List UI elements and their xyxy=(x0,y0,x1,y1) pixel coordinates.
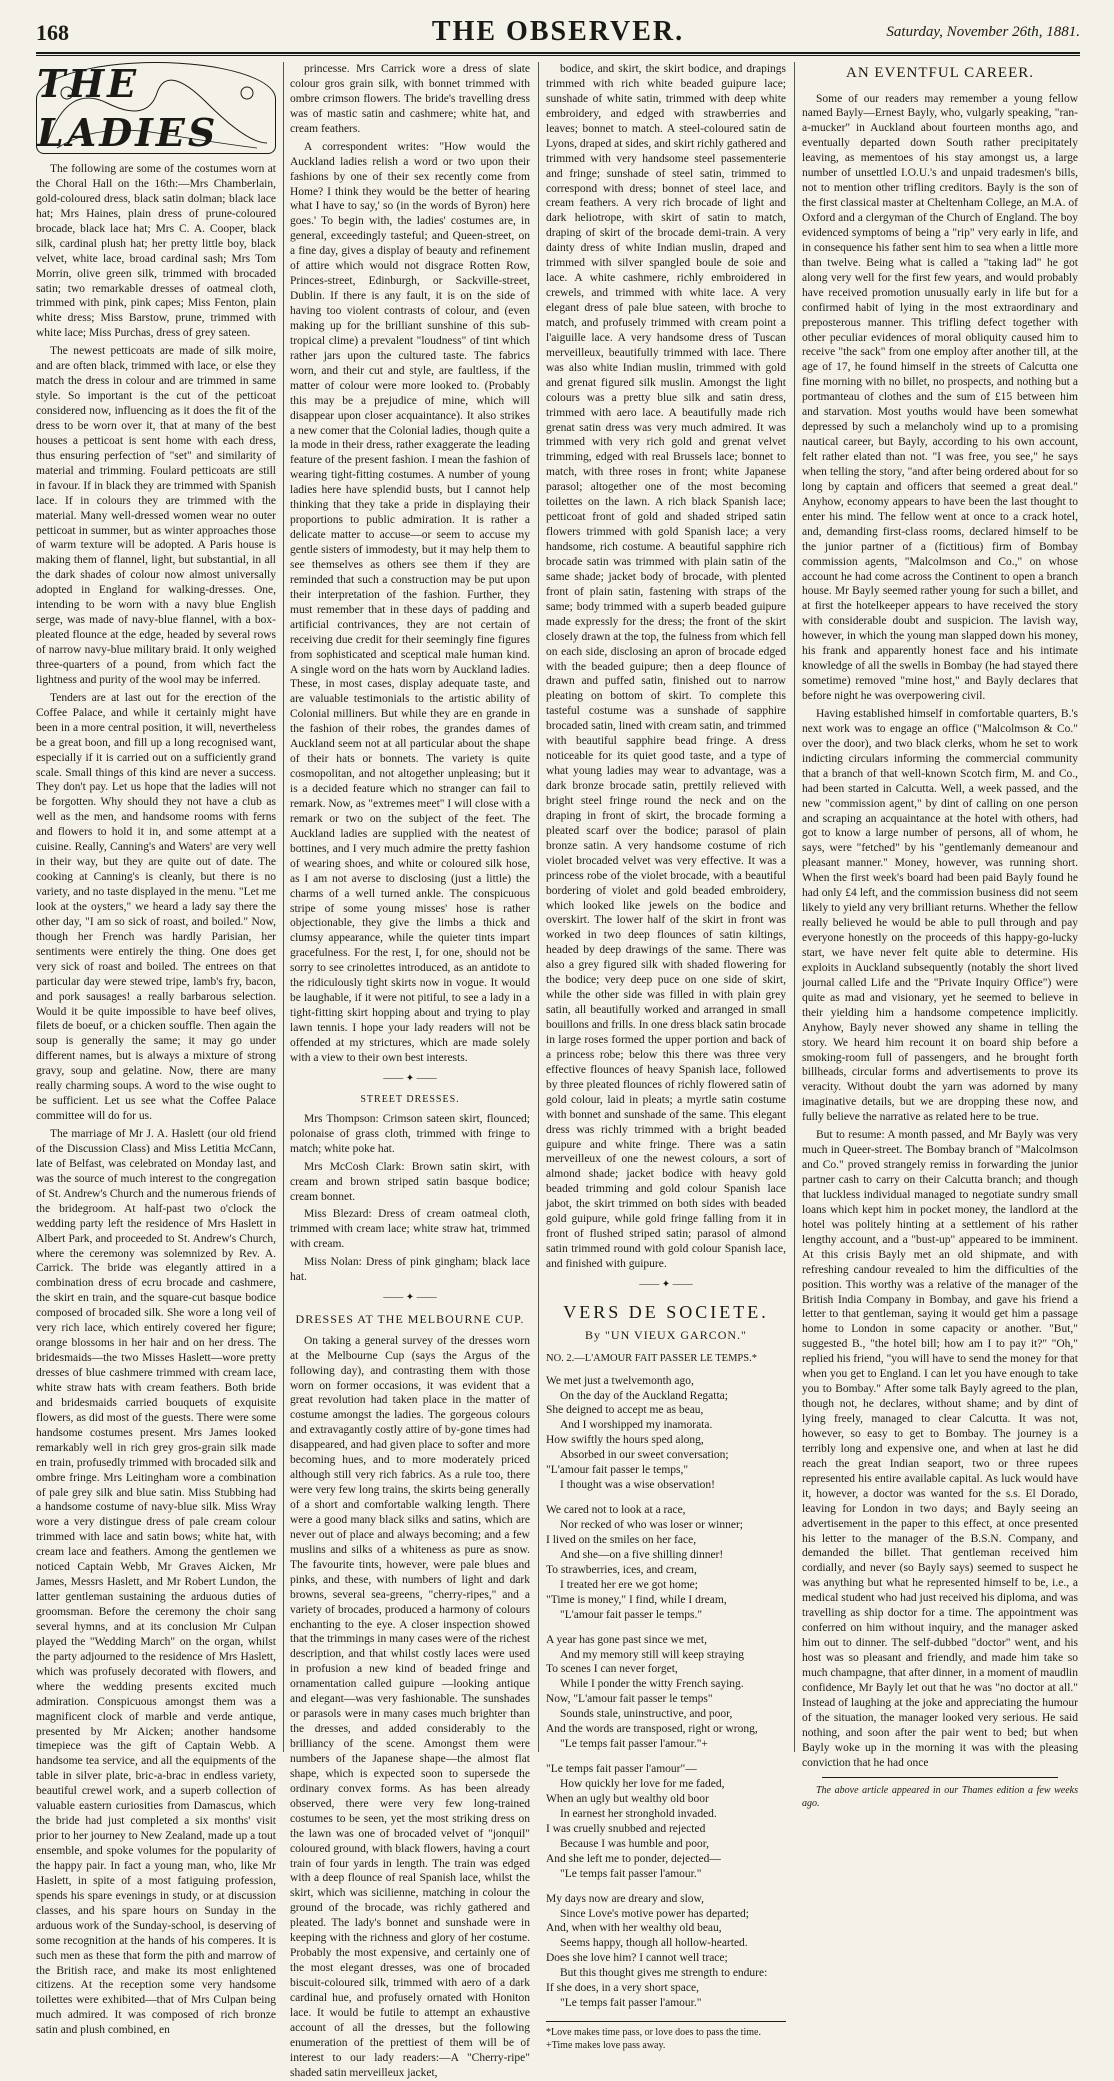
column-divider xyxy=(794,62,795,1752)
poem-line: Now, "L'amour fait passer le temps" xyxy=(546,1693,713,1706)
poem-title: VERS DE SOCIETE. xyxy=(563,1301,769,1322)
poem-line: Nor recked of who was loser or winner; xyxy=(560,1519,743,1531)
poem-line: While I ponder the witty French saying. xyxy=(560,1678,744,1691)
stanza xyxy=(546,1762,786,1882)
masthead-bar xyxy=(36,6,1080,54)
poem-line: Since Love's motive power has departed; xyxy=(560,1907,749,1920)
editorial-note: The above article appeared in our Thames edition a few weeks ago. xyxy=(802,1784,1078,1809)
stanza xyxy=(546,1374,786,1494)
paragraph: The newest petticoats are made of silk moire, and are often black, trimmed with lace, or else they match the dress in colour and are trimmed in same style. So important is the cut of the petticoat considered now, influencing as it does the fit of the dress to be worn over it, that at many of the best houses a petticoat is sent home with each dress, thus ensuring perfection of "set" and similarity of material and trimming. Foulard petticoats are still in favour. If in black they are trimmed with Spanish lace. If in colours they are trimmed with the material. Many well-dressed women wear no outer petticoat in summer, but as winter approaches those of warm texture will be adopted. A Paris house is making them of flannel, light, but substantial, in all the dark shades of colour now almost universally adopted in England for walking-dresses. One, intending to be worn with a navy blue English serge, was made of navy-blue flannel, with a box-pleated flounce at the edge, headed by several rows of narrow navy-blue military braid. It only weighed three-quarters of a pound, from which fact the lightness and purity of the wool may be inferred. xyxy=(36,345,276,686)
poem-subtitle: NO. 2.—L'AMOUR FAIT PASSER LE TEMPS.* xyxy=(546,1352,757,1364)
column-divider xyxy=(538,62,539,1752)
poem-line: "Le temps fait passer l'amour." xyxy=(560,1997,702,2010)
ornament-divider-icon: —— ✦ —— xyxy=(383,1072,437,1084)
poem-line: On the day of the Auckland Regatta; xyxy=(560,1389,728,1402)
ornament-icon xyxy=(37,63,277,153)
poem-line: And she left me to ponder, dejected— xyxy=(546,1852,721,1865)
poem-line: And the words are transposed, right or wrong, xyxy=(546,1723,758,1736)
poem-line: We met just a twelvemonth ago, xyxy=(546,1374,694,1387)
poem-line: To strawberries, ices, and cream, xyxy=(546,1563,697,1576)
paragraph: bodice, and skirt, the skirt bodice, and drapings trimmed with rich white beaded guipure lace; sunshade of white satin, trimmed with deep white embroidery, and edged with strawberries and leaves; bonnet to match. A steel-coloured satin de Lyons, draped at sides, and skirt richly gathered and trimmed with very handsome steel passementerie and fringe; sunshade of steel satin, trimmed to correspond with dress; bonnet of steel lace, and cream feathers. A very rich brocade of light and dark heliotrope, with skirt of satin to match, draping of skirt of the brocade demi-train. A very dainty dress of white Indian muslin, draped and trimmed with silver spangled boule de soie and lace. A white cashmere, richly embroidered in crewels, and trimmed with white lace. A very elegant dress of pale blue sateen, with broche to match, and profusely trimmed with cream point a l'aiguille lace. A very handsome dress of Tuscan merveilleux, beautifully trimmed with lace. There was also white Indian muslin, trimmed with gold and grenat figured silk muslin. Amongst the light colours was a pretty blue silk and satin dress, trimmed with aero lace. A beautifully made rich grenat satin dress was very much admired. It was trimmed with very rich gold and grenat velvet trimming, edged with real Brussels lace; bonnet to match, with three roses in front; white Japanese parasol; altogether one of the most becoming toilettes on the lawn. A rich black Spanish lace; petticoat front of gold and shaded striped satin flowers trimmed with gold Spanish lace; a very handsome, rich costume. A beautiful sapphire rich brocade satin was trimmed with plain satin of the same shade; jacket body of brocade, with plented front of plain satin, fastening with straps of the same; body trimmed with a superb beaded guipure made expressly for the dress; the front of the skirt closely drawn at the top, the fulness from which fell on each side, disclosing an apron of brocade edged with the beaded guipure; then a deep flounce of drawn and puffed satin, finished out to narrow pleating on bottom of skirt. To complete this tasteful costume was a sunshade of sapphire brocaded satin, lined with cream satin, and trimmed with beautiful sapphire bead fringe. A dress noticeable for its quiet good taste, and a type of what young ladies may wear to advantage, was a dark bronze brocade satin, prettily relieved with bright steel fringe round the neck and on the draping in front of skirt, the brocade forming a pleated scarf over the bodice; parasol of plain bronze satin. A very handsome costume of rich violet brocaded velvet was very effective. It was a princess robe of the violet brocade, with a beautiful bordering of violet and gold beaded embroidery, which looked like jewels on the bodice and overskirt. The lower half of the skirt in front was worked in two deep flounces of satin kiltings, headed by deep drawings of the same. There was also a grey figured silk with shaded flowering for the bodice; very deep puce on one side of skirt, while the other side was filled in with plain grey satin, all beautifully worked and arranged in small bouillons and frills. In one dress black satin brocade in large roses formed the upper portion and back of a princess robe; below this there was three very effective flounces of heavy Spanish lace, followed by three pleated flounces of richly flowered satin of gold colour, laid in pleats; a myrtle satin costume with bonnet and sunshade of the same. This elegant dress was richly trimmed with a bright beaded guipure and white fringe. There was a satin merveilleux of one the newest colours, a sort of almond shade; jacket bodice with heavy gold beaded trimming and gold colour Spanish lace jabot, the skirt trimmed on both sides with beaded gold guipure, while gold fringe falling from it in front of flushed striped satin; parasol of almond satin trimmed round with gold colour Spanish lace, and finished with guipure. xyxy=(546,63,786,1270)
poem-line: How quickly her love for me faded, xyxy=(560,1778,725,1790)
poem-line: But this thought gives me strength to endure: xyxy=(560,1967,768,1980)
poem-line: Does she love him? I cannot well trace; xyxy=(546,1952,728,1965)
poem-line: "Time is money," I find, while I dream, xyxy=(546,1593,727,1606)
poem-line: My days now are dreary and slow, xyxy=(546,1892,704,1905)
poem-line: Seems happy, though all hollow-hearted. xyxy=(560,1937,748,1950)
poem-line: How swiftly the hours sped along, xyxy=(546,1434,704,1447)
header-rule xyxy=(36,55,1080,56)
divider xyxy=(822,1777,1058,1778)
stanza xyxy=(546,1892,786,2012)
column-eventful-career xyxy=(802,62,1078,1809)
poem-line: When an ugly but wealthy old boor xyxy=(546,1792,709,1805)
poem-line: A year has gone past since we met, xyxy=(546,1633,707,1646)
paragraph: Mrs McCosh Clark: Brown satin skirt, with cream and brown striped satin basque bodice; cream bonnet. xyxy=(290,1160,530,1203)
newspaper-title: THE OBSERVER. xyxy=(431,16,685,47)
poem-line: And my memory still will keep straying xyxy=(560,1648,744,1661)
poem-line: I treated her ere we got home; xyxy=(560,1578,698,1591)
poem-line: I was cruelly snubbed and rejected xyxy=(546,1822,706,1835)
paragraph: Miss Nolan: Dress of pink gingham; black lace hat. xyxy=(290,1256,530,1284)
ornament-divider-icon: —— ✦ —— xyxy=(383,1292,437,1304)
poem-line: "L'amour fait passer le temps," xyxy=(546,1464,689,1477)
footnote: *Love makes time pass, or love does to pass the time. xyxy=(546,2027,761,2039)
poem-line: I thought was a wise observation! xyxy=(560,1479,715,1492)
paragraph: Tenders are at last out for the erection of the Coffee Palace, and while it certainly might have been in a more central position, it will, nevertheless be a great boon, and fill up a long recognised want, especially if it is carried out on a sufficiently grand scale. Small things of this kind are never a success. They don't pay. Let us hope that the ladies will not be forgotten. Why should they not have a club as well as the men, and handsome rooms with ferns and flowers to hold it in, and some attempt at a cuisine. Really, Canning's and Waters' are very well in their way, but they are quite out of date. The cooking at Canning's is cleanly, but there is no variety, and no taste displayed in the menu. "Let me look at the oysters," we heard a lady say there the other day, "I am so sick of roast, and boiled." Now, though her French was hardly Parisian, her sentiments were entirely the thing. One does get very sick of roast and boiled. The entrees on that particular day were stewed tripe, lamb's fry, bacon, and pork sausages! a really barbarous selection. Would it be quite impossible to have beef olives, filets de boeuf, or a chicken souffle. Then again the soup is generally the same; it may go under different names, but is always a mixture of strong gravy, soup and gelatine. Now, there are many really charming soups. A word to the wise ought to be sufficient. Let us see what the Coffee Palace committee will do for us. xyxy=(36,691,276,1123)
poem-line: "Le temps fait passer l'amour." xyxy=(560,1867,702,1880)
ladies-logo xyxy=(36,62,276,154)
poem-line: "Le temps fait passer l'amour."+ xyxy=(560,1738,708,1751)
footnotes xyxy=(546,2021,786,2052)
paragraph: Some of our readers may remember a young fellow named Bayly—Ernest Bayly, who, vulgarly speaking, "ran-a-mucker" in Auckland about fourteen months ago, and eventually departed down South rather precipitately leaving, as mementoes of his stay amongst us, a large number of unsettled I.O.U.'s and unpaid tradesmen's bills, not to mention other trifling creditors. Bayly is the son of the first classical master at Cheltenham College, an M.A. of Oxford and a clergyman of the Church of England. The boy evidenced symptoms of being a "rip" very early in life, and in consequence his father sent him to sea when a little more than twelve. Being what is called a "taking lad" he got along very well for the first few years, and would probably have received promotion unusually early in life but for a confirmed habit of lying in the most extraordinary and preposterous manner. This trifling defect together with other peculiar evidences of moral obliquity caused him to receive "the sack" from one employ after another till, at the age of 17, he found himself in the streets of Calcutta one fine morning with no billet, no prospects, and nothing but a portmanteau of clothes and the sum of £15 between him and starvation. Most youths would have been somewhat depressed by such a melancholy wind up to a promising nautical career, but Bayly, according to his own account, felt rather elated than not. "I was free, you see," he says when telling the story, "and after being ordered about for so long by captain and officers that seemed a great deal." Anyhow, economy appears to have been the last thought to enter his mind. The fellow went at once to a crack hotel, and, demanding first-class rooms, declared himself to be the junior partner of a (fictitious) firm of Bombay commission agents, "Malcolmson and Co.," on whose account he had come across the Continent to open a branch house. Mr Bayly seemed rather young for such a billet, and at first the hotelkeeper appears to have received the story with considerable doubt and suspicion. The lavish way, however, in which the young man slapped down his money, his frank and apparently honest face and his intimate knowledge of all the swells in Bombay (he had stayed there sometime) removed "mine host," and Bayly declares that before night he was overpowering civil. xyxy=(802,92,1078,702)
ornament-divider-icon: —— ✦ —— xyxy=(639,1278,693,1290)
stanza xyxy=(546,1633,786,1753)
ladies-logo-text: THE LADIES xyxy=(37,60,219,155)
article-title: AN EVENTFUL CAREER. xyxy=(845,65,1035,81)
poem-line: To scenes I can never forget, xyxy=(546,1663,678,1676)
poem-line: If she does, in a very short space, xyxy=(546,1982,699,1995)
poem-line: And she—on a five shilling dinner! xyxy=(560,1548,724,1561)
column-divider xyxy=(283,62,284,1752)
poem-line: Because I was humble and poor, xyxy=(560,1837,709,1850)
paragraph: On taking a general survey of the dresses worn at the Melbourne Cup (says the Argus of the following day), and contrasting them with those worn on former occasions, it was evident that a great revolution had taken place in the matter of costume amongst the ladies. The gorgeous colours and extravagantly costly attire of by-gone times had disappeared, and had given place to softer and more becoming hues, and to more moderately priced although still very rich fabrics. As a rule too, there were very few long trains, the skirts being generally of a short and comfortable walking length. There were a good many black silks and satins, which are never out of place and always becoming; and a few muslins and silks of a whiteness as pure as snow. The favourite tints, however, were pale blues and pinks, and these, with numbers of light and dark browns, several sea-greens, "cherry-ripes," and a variety of brocades, produced a harmony of colours enchanting to the eye. A closer inspection showed that the trimmings in many cases were of the richest description, and that whilst costly laces were used in profusion a new kind of beaded fringe and ornamentation called guipure —looking antique and elegant—was very fashionable. The sunshades or parasols were in many cases much brighter than the dresses, and added considerably to the brilliancy of the scene. Amongst them were numbers of the Japanese shape—the almost flat shape, which is expected soon to supersede the ordinary convex forms. As has been already observed, there were very few long-trained costumes to be seen, yet the most striking dress on the lawn was one of brocaded velvet of "jonquil" coloured ground, with black flowers, having a court train of four yards in length. The train was edged with a deep flounce of real Spanish lace, whilst the skirt, which was sicilienne, matching in colour the ground of the brocade, was richly gathered and pleated. The lady's bonnet and sunshade were in keeping with the richness and glory of her costume. Probably the most expensive, and certainly one of the most elegant dresses, was one of brocaded biscuit-coloured silk, trimmed with aero of a dark cardinal hue, and profusely ornated with Honiton lace. It would be futile to attempt an exhaustive account of all the dresses, but the following enumeration of the prettiest of them will be of interest to our lady readers:—A "Cherry-ripe" shaded satin merveilleux jacket, xyxy=(290,1334,530,2079)
column-ladies xyxy=(36,60,276,2037)
column-fashion xyxy=(290,62,530,2079)
poem-line: She deigned to accept me as beau, xyxy=(546,1404,704,1417)
poem-line: "L'amour fait passer le temps." xyxy=(560,1608,703,1621)
melbourne-cup-heading: DRESSES AT THE MELBOURNE CUP. xyxy=(295,1312,525,1327)
poem-author: By "UN VIEUX GARCON." xyxy=(585,1328,747,1343)
paragraph: But to resume: A month passed, and Mr Bayly was very much in Queer-street. The Bombay branch of "Malcolmson and Co." proved strangely remiss in forwarding the junior partner cash to carry on their Calcutta branch; and though that luckless individual managed to negotiate sundry small loans which kept him in pocket money, the landlord at the hotel was politely hinting at a settlement of his rather lengthy account, and a "bust-up" appeared to be imminent. At this crisis Bayly met an old shipmate, and with refreshing candour revealed to him the difficulties of the position. This worthy was a relative of the manager of the British India Company in Bombay, and gave his friend a letter to that gentleman, saying it would get him a passage home to London in some capacity or another. "But," suggested B., "the hotel bill; how am I to pay it?" "Oh," replied his friend, "you will have to send the money for that when you get to England. I can let you have enough to take you to Bombay." After some talk Bayly agreed to the plan, though not, he declares, without shame; and by dint of lying freely, managed to clear Calcutta. It was not, however, so easy to get to Bombay. The journey is a terribly long and expensive one, and when at last he did reach the great Indian seaport, two or three rupees represented his entire available capital. As luck would have it, however, a doctor was wanted for the s.s. El Dorado, leaving for London in two days; and Bayly seeing an advertisement in the paper to this effect, at once presented his letter to the manager of the B.S.N. Company, and demanded the billet. That gentleman received him cordially, and never (so Bayly says) seemed to suspect he was anything but what he represented himself to be, i.e., a medical student who had just received his diploma, and was travelling as ship doctor for a time. The appointment was conferred on him without inquiry, and the manager asked him out to dinner. The self-dubbed "doctor" went, and his host was so pleasant and friendly, and made him take so much champagne, that after dinner, in a moment of maudlin confidence, Mr Bayly let out that he was "no doctor at all." Instead of laughing at the joke and appreciating the humour of the situation, the manager looked very serious. He said nothing, and soon after the pair went to bed; but when Bayly woke up in the morning it was with the pleasing conviction that he had once xyxy=(802,1129,1078,1769)
poem-line: And I worshipped my inamorata. xyxy=(560,1419,713,1432)
poem-line: Sounds stale, uninstructive, and poor, xyxy=(560,1708,733,1721)
paragraph: princesse. Mrs Carrick wore a dress of slate colour gros grain silk, with bonnet trimmed with ombre crimson flowers. The bride's travelling dress was of mastic satin and cashmere; white hat, and cream feathers. xyxy=(290,63,530,135)
poem-line: We cared not to look at a race, xyxy=(546,1504,686,1517)
poem-line: "Le temps fait passer l'amour"— xyxy=(546,1763,697,1776)
poem-line: I lived on the smiles on her face, xyxy=(546,1533,697,1546)
issue-date: Saturday, November 26th, 1881. xyxy=(886,24,1080,40)
paragraph: The marriage of Mr J. A. Haslett (our old friend of the Discussion Class) and Miss Letitia McCann, late of Belfast, was celebrated on Monday last, and was the source of much interest to the congregation of St. Andrew's Church and the numerous friends of the bridegroom. At half-past two o'clock the wedding party left the residence of Mrs Haslett in Albert Park, and proceeded to St. Andrew's Church, where the ceremony was solemnized by Rev. A. Carrick. The bride was elegantly attired in a combination dress of ecru brocade and cashmere, the skirt en train, and the square-cut basque bodice composed of brocaded silk. She wore a long veil of very rich lace, which entirely covered her figure; orange blossoms in her hair and on her dress. The bridesmaids—the two Misses Haslett—wore pretty dresses of blue cashmere trimmed with cream lace, white straw hats with cream feathers. Both bride and bridesmaids carried bouquets of exquisite flowers, as did most of the guests. There were some handsome costumes present. Mrs James looked remarkably well in rich grey gros-grain silk made en train, profusedly trimmed with brocaded silk and ombre fringe. Mrs Leitingham wore a combination of pale grey silk and blue satin. Miss Stubbing had a handsome costume of navy-blue silk. Miss Wray wore a very distingue dress of pale cream colour trimmed with lace and satin bows; white hat, with cream lace and feathers. Among the gentlemen we noticed Captain Webb, Mr Graves Aicken, Mr James, Messrs Haslett, and Mr Robert Lundon, the latter gentleman sustaining the arduous duties of groomsman. Before the ceremony the choir sang several hymns, and at its conclusion Mr Culpan played the "Wedding March" on the organ, whilst the party adjourned to the residence of Mrs Haslett, which was profusely decorated with flowers, and where the wedding presents excited much admiration. Conspicuous amongst them was a magnificent clock of marble and verde antique, presented by Mr Aicken; another handsome timepiece was the gift of Captain Webb. A handsome tea service, and all the equipments of the table in silver plate, bric-a-brac in endless variety, beautiful crewel work, and a superb collection of valuable eastern curiosities from Damascus, which the bride had just completed a six months' visit prior to her journey to New Zealand, made up a tout ensemble, and spoke volumes for the popularity of the happy pair. In fact a young man, who, like Mr Haslett, in spite of a most fatiguing profession, spends his spare evenings in study, or at discussion classes, and his spare hours on Sunday in the arduous work of the Sunday-school, is deserving of some recognition at the hands of his comperes. It is such men as these that form the pith and marrow of the British race, and make its most enlightened citizens. At the reception some very handsome toilettes were exhibited—that of Mrs Culpan being much admired. It was composed of rich bronze satin and plush combined, en xyxy=(36,1128,276,2037)
paragraph: A correspondent writes: "How would the Auckland ladies relish a word or two upon their fashions by one of their sex recently come from Home? I think they would be the better of hearing what I have to say,' so (in the words of Byron) here goes.' To begin with, the ladies' costumes are, in general, exceedingly tasteful; and Queen-street, on a fine day, gives a display of beauty and refinement of attire which would not disgrace Rotten Row, Princes-street, Edinburgh, or Sackville-street, Dublin. If there is any fault, it is on the side of having too violent contrasts of colour, and (even making up for the brilliant sunshine of this sub-tropical clime) a prevalent "loudness" of tint which rather jars upon the cultured taste. The fabrics worn, and their cut and style, are faultless, if the matter of colour were more looked to. (Probably this may be a prejudice of mine, which will disappear upon closer acquaintance). It also strikes a new comer that the Colonial ladies, though quite a la mode in their dress, rather exaggerate the leading feature of the present fashion. I mean the fashion of wearing tight-fitting costumes. A number of young ladies here have splendid busts, but I cannot help thinking that they take a pride in displaying their proportions to public admiration. It is rather a delicate matter to accuse—or seem to accuse my gentle sisters of immodesty, but it may help them to see themselves as others see them if they are reminded that such a construction may be put upon their interpretation of the fashion. Further, they must remember that in these days of padding and artificial contrivances, they are not certain of receiving due credit for their seemingly fine figures from sophisticated and sceptical male human kind. A single word on the hats worn by Auckland ladies. These, in most cases, display adequate taste, and are valuable testimonials to the artistic ability of Colonial milliners. But while they are en grande in the fashion of their robes, the grandes dames of Auckland seem not at all particular about the shape of their hats or bonnets. The variety is quite cosmopolitan, and not altogether unpleasing; but it is a decided feature which no stranger can fail to remark. Now, as "extremes meet" I will close with a remark or two on the subject of the feet. The Auckland ladies are supplied with the neatest of bottines, and I very much admire the pretty fashion of wearing shoes, and white or coloured silk hose, as I am not averse to disclosing (just a little) the charms of a well turned ankle. The conspicuous stripe of some young misses' hose is rather objectionable, they give the limbs a thick and clumsy appearance, while the quieter tints impart gracefulness. For the rest, I, for one, should not be sorry to see crinolettes introduced, as an antidote to the ridiculously tight skirts now in vogue. It would be laughable, if it were not pitiful, to see a lady in a tight-fitting skirt hopping about and trying to play lawn tennis. I hope your lady readers will not be offended at my strictures, which are made solely with a view to their own best interests. xyxy=(290,140,530,1064)
paragraph: Miss Blezard: Dress of cream oatmeal cloth, trimmed with cream lace; white straw hat, trimmed with cream. xyxy=(290,1208,530,1251)
page-number: 168 xyxy=(36,20,69,45)
street-dresses-heading: STREET DRESSES. xyxy=(360,1093,460,1105)
column-dresses-poem xyxy=(546,62,786,2052)
poem-line: And, when with her wealthy old beau, xyxy=(546,1922,722,1935)
stanza xyxy=(546,1374,786,2012)
paragraph: The following are some of the costumes worn at the Choral Hall on the 16th:—Mrs Chamberlain, gold-coloured dress, black satin dolman; black lace hat; Mrs Haines, plain dress of prune-coloured brocade, black lace hat; Mrs C. A. Cooper, black silk, cardinal plush hat; her pretty little boy, black velvet, white lace, broad cardinal sash; Mrs Tom Morrin, olive green silk, trimmed with brocaded satin; two remarkable dresses of oatmeal cloth, trimmed with pink, pink capes; Miss Fenton, plain white dress; Miss Barstow, prune, trimmed with white lace; Miss Purchas, dress of grey sateen. xyxy=(36,163,276,340)
footnote: +Time makes love pass away. xyxy=(546,2040,666,2052)
poem-line: In earnest her stronghold invaded. xyxy=(560,1807,717,1820)
poem-line: Absorbed in our sweet conversation; xyxy=(560,1449,729,1462)
paragraph: Mrs Thompson: Crimson sateen skirt, flounced; polonaise of grass cloth, trimmed with fringe to match; white poke hat. xyxy=(290,1112,530,1155)
paragraph: Having established himself in comfortable quarters, B.'s next work was to engage an office ("Malcolmson & Co." over the door), and two black clerks, whom he set to work indicting circulars informing the commercial community that a branch of that well-known Scotch firm, M. and Co., had been started in Calcutta. Well, a week passed, and the new "commission agent," by dint of calling on one person and scraping an acquaintance at the hotel with others, had got to know a large number of persons, all of whom, he says, were "fetched" by his "gentlemanly demeanour and pleasant manner." Money, however, was running short. When the first week's board had been paid Bayly found he had only £4 left, and the commission business did not seem likely to yield any very brilliant returns. Whether the fellow really believed he would be able to pull through and pay everyone honestly on the proceeds of this happy-go-lucky start, we have never felt quite able to determine. His exploits in Auckland subsequently (notably the short lived journal called Life and the "Private Inquiry Office") were quite as mad and visionary, yet he seemed to believe in their yielding him a handsome competence implicitly. Anyhow, Bayly never showed any shame in telling the story. We heard him recount it on board ship before a smoking-room full of passengers, and he brought forth billheads, circular forms and advertisements to prove its veracity. Without doubt the yarn was adorned by many imaginative details, but we are dropping these now, and fully believe the narrative as related here to be true. xyxy=(802,707,1078,1124)
stanza xyxy=(546,1503,786,1623)
